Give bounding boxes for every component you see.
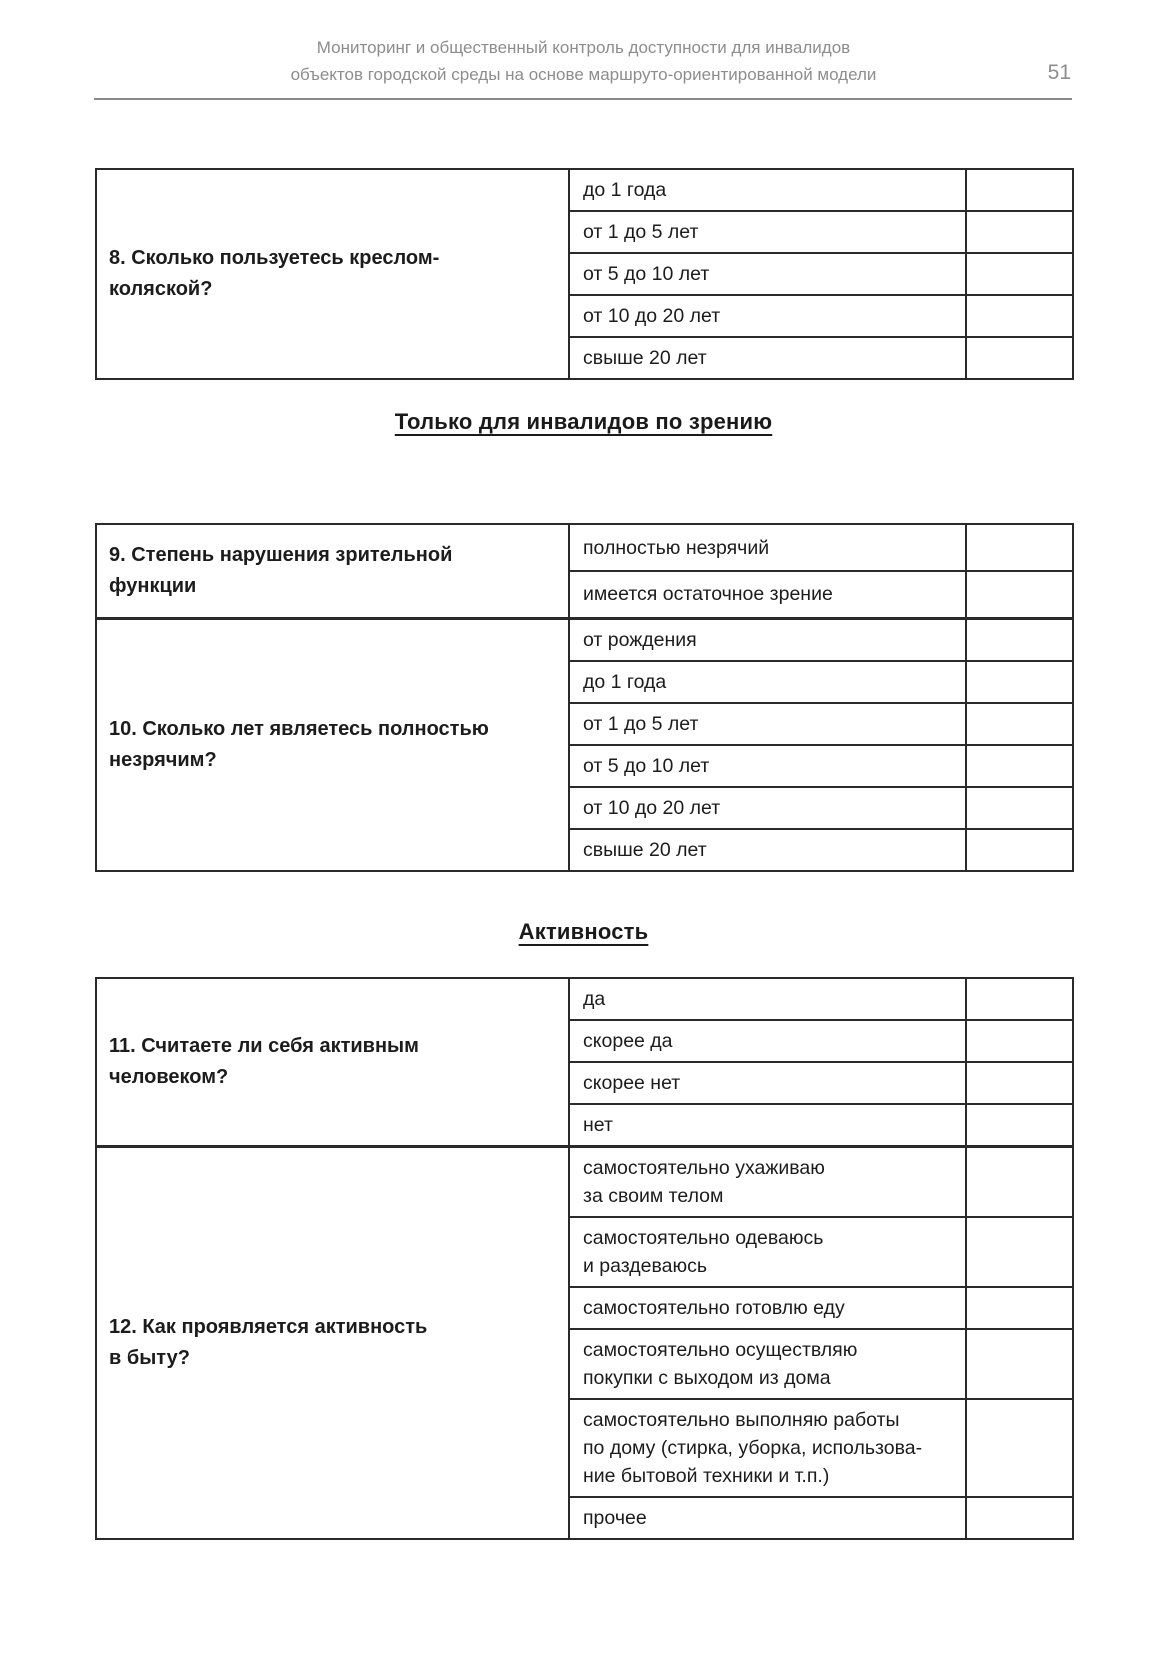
- option-cell: [569, 1399, 966, 1497]
- running-header-line2: объектов городской среды на основе маршруто-ориентированной модели: [290, 65, 877, 84]
- question-text-line: 9. Степень нарушения зрительной: [109, 543, 453, 566]
- option-text-line: за своим телом: [583, 1185, 724, 1207]
- answer-cell[interactable]: [966, 1399, 1073, 1497]
- option-text-line: свыше 20 лет: [583, 838, 707, 861]
- option-text-line: от 1 до 5 лет: [583, 221, 699, 243]
- question-cell: [96, 524, 569, 618]
- answer-cell[interactable]: [966, 978, 1073, 1020]
- option-text-line: имеется остаточное зрение: [583, 583, 833, 606]
- question-cell: [96, 169, 569, 379]
- answer-cell[interactable]: [966, 571, 1073, 618]
- option-text-line: до 1 года: [583, 670, 667, 693]
- section-heading-vision: Только для инвалидов по зрению: [394, 409, 773, 434]
- answer-cell[interactable]: [966, 1104, 1073, 1147]
- table-row: [96, 524, 1073, 571]
- option-cell: [569, 1217, 966, 1287]
- option-text-line: от 5 до 10 лет: [583, 754, 710, 777]
- question-cell: [96, 1147, 569, 1540]
- option-cell: [569, 295, 966, 337]
- option-text-line: самостоятельно одеваюсь: [583, 1227, 824, 1249]
- answer-cell[interactable]: [966, 1147, 1073, 1218]
- table-row: [96, 978, 1073, 1020]
- option-cell: [569, 337, 966, 379]
- option-cell: [569, 829, 966, 871]
- question-text-line: 8. Сколько пользуетесь креслом-: [109, 247, 440, 269]
- option-text-line: да: [583, 988, 606, 1010]
- question-text-line: 10. Сколько лет являетесь полностью: [109, 717, 489, 740]
- page-number: 51: [1047, 61, 1071, 84]
- option-cell: [569, 618, 966, 661]
- table-row: [96, 1147, 1073, 1218]
- option-cell: [569, 1104, 966, 1147]
- answer-cell[interactable]: [966, 253, 1073, 295]
- option-text-line: прочее: [583, 1507, 647, 1529]
- question-text-line: незрячим?: [109, 748, 217, 771]
- answer-cell[interactable]: [966, 211, 1073, 253]
- option-text-line: покупки с выходом из дома: [583, 1367, 831, 1389]
- option-text-line: полностью незрячий: [583, 536, 770, 559]
- table-row: [96, 169, 1073, 211]
- answer-cell[interactable]: [966, 1329, 1073, 1399]
- section-heading-activity: Активность: [518, 919, 649, 944]
- option-text-line: самостоятельно ухаживаю: [583, 1157, 825, 1179]
- answer-cell[interactable]: [966, 1217, 1073, 1287]
- option-text-line: свыше 20 лет: [583, 347, 707, 369]
- question-text-line: функции: [109, 574, 197, 597]
- answer-cell[interactable]: [966, 524, 1073, 571]
- question-cell: [96, 978, 569, 1147]
- answer-cell[interactable]: [966, 1062, 1073, 1104]
- question-table-9-10: [95, 523, 1072, 872]
- option-cell: [569, 661, 966, 703]
- option-text-line: от 10 до 20 лет: [583, 305, 721, 327]
- option-cell: [569, 1062, 966, 1104]
- option-text-line: по дому (стирка, уборка, использова-: [583, 1437, 923, 1459]
- answer-cell[interactable]: [966, 745, 1073, 787]
- option-cell: [569, 211, 966, 253]
- question-text-line: 12. Как проявляется активность: [109, 1316, 428, 1338]
- option-text-line: до 1 года: [583, 179, 667, 201]
- header-divider: [94, 98, 1072, 100]
- answer-cell[interactable]: [966, 787, 1073, 829]
- questionnaire-table: [95, 523, 1074, 872]
- option-text-line: ние бытовой техники и т.п.): [583, 1465, 830, 1487]
- option-text-line: самостоятельно осуществляю: [583, 1339, 858, 1361]
- option-text-line: скорее да: [583, 1030, 673, 1052]
- option-text-line: самостоятельно готовлю еду: [583, 1297, 845, 1319]
- question-cell: [96, 618, 569, 871]
- option-text-line: от 1 до 5 лет: [583, 712, 699, 735]
- question-text-line: коляской?: [109, 278, 213, 300]
- table-row: [96, 618, 1073, 661]
- option-text-line: от 5 до 10 лет: [583, 263, 710, 285]
- option-text-line: нет: [583, 1114, 613, 1136]
- question-text-line: в быту?: [109, 1347, 190, 1369]
- option-cell: [569, 169, 966, 211]
- option-cell: [569, 787, 966, 829]
- option-cell: [569, 745, 966, 787]
- option-cell: [569, 253, 966, 295]
- option-cell: [569, 1020, 966, 1062]
- option-cell: [569, 1147, 966, 1218]
- option-cell: [569, 978, 966, 1020]
- option-text-line: скорее нет: [583, 1072, 681, 1094]
- questionnaire-table: [95, 977, 1074, 1540]
- questionnaire-table: [95, 168, 1074, 380]
- option-text-line: самостоятельно выполняю работы: [583, 1409, 900, 1431]
- running-header: [95, 34, 1072, 88]
- option-cell: [569, 1497, 966, 1539]
- option-cell: [569, 1329, 966, 1399]
- answer-cell[interactable]: [966, 703, 1073, 745]
- option-cell: [569, 524, 966, 571]
- answer-cell[interactable]: [966, 1020, 1073, 1062]
- question-text-line: человеком?: [109, 1066, 229, 1088]
- option-text-line: от 10 до 20 лет: [583, 796, 721, 819]
- answer-cell[interactable]: [966, 1287, 1073, 1329]
- option-cell: [569, 1287, 966, 1329]
- answer-cell[interactable]: [966, 295, 1073, 337]
- answer-cell[interactable]: [966, 169, 1073, 211]
- question-text-line: 11. Считаете ли себя активным: [109, 1035, 419, 1057]
- answer-cell[interactable]: [966, 1497, 1073, 1539]
- option-text-line: от рождения: [583, 628, 697, 651]
- question-table-11-12: [95, 977, 1072, 1540]
- answer-cell[interactable]: [966, 829, 1073, 871]
- option-text-line: и раздеваюсь: [583, 1255, 708, 1277]
- running-header-line1: Мониторинг и общественный контроль доступности для инвалидов: [316, 38, 851, 57]
- option-cell: [569, 571, 966, 618]
- answer-cell[interactable]: [966, 618, 1073, 661]
- question-table-8: [95, 168, 1072, 380]
- option-cell: [569, 703, 966, 745]
- answer-cell[interactable]: [966, 661, 1073, 703]
- answer-cell[interactable]: [966, 337, 1073, 379]
